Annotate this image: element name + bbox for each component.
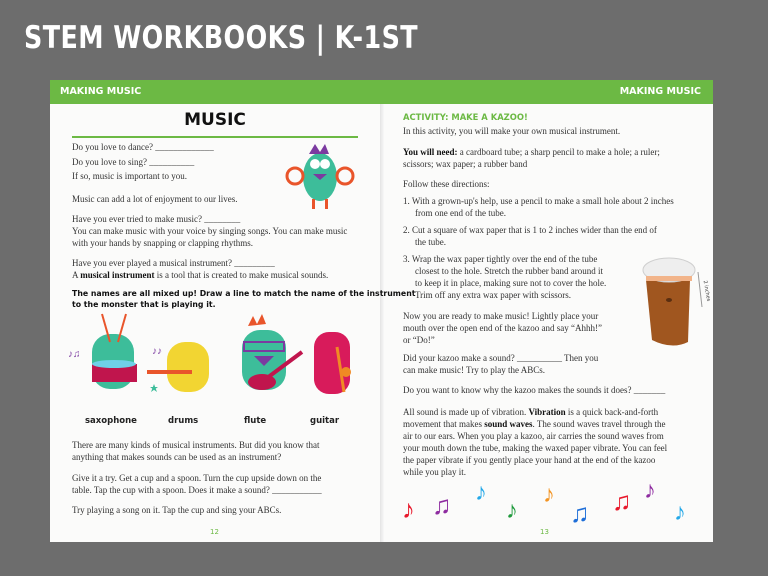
text: table. Tap the cup with a spoon. Does it make a sound? ___________ <box>72 485 322 495</box>
label-drums: drums <box>168 416 199 426</box>
page-title: STEM WORKBOOKS | K-1ST <box>24 20 419 56</box>
svg-text:♪: ♪ <box>475 480 487 506</box>
svg-text:♫: ♫ <box>612 487 632 516</box>
step: Trim off any extra wax paper with scissors. <box>415 290 571 300</box>
text: anything that makes sounds can be used as an instrument? <box>72 452 282 462</box>
instruction: The names are all mixed up! Draw a line to match the name of the instrument <box>72 289 416 298</box>
monsters-illustration <box>62 312 352 407</box>
text: with your hands by snapping or clapping rhythms. <box>72 238 253 248</box>
step: 3. Wrap the wax paper tightly over the end of the tube <box>403 254 598 264</box>
text: air to our ears. When you play a kazoo, air carries the sound waves from <box>403 431 664 441</box>
step: from one end of the tube. <box>415 208 506 218</box>
text: scissors; wax paper; a rubber band <box>403 159 528 169</box>
page-number: 13 <box>540 528 549 536</box>
step: closest to the hole. Stretch the rubber band around it <box>415 266 603 276</box>
step: the tube. <box>415 237 446 247</box>
text: In this activity, you will make your own musical instrument. <box>403 126 621 136</box>
text: Now you are ready to make music! Lightly place your <box>403 311 599 321</box>
text: mouth over the open end of the kazoo and say “Ahhh!” <box>403 323 602 333</box>
text: You can make music with your voice by singing songs. You can make music <box>72 226 348 236</box>
text: You will need: a cardboard tube; a sharp pencil to make a hole; a ruler; <box>403 147 660 157</box>
monster-tambourine-illustration <box>285 142 355 214</box>
text: A musical instrument is a tool that is created to make musical sounds. <box>72 270 329 280</box>
svg-text:♪♪: ♪♪ <box>152 346 162 357</box>
text: can make music! Try to play the ABCs. <box>403 365 545 375</box>
music-notes-decoration <box>400 476 700 526</box>
text: Have you ever tried to make music? ________ <box>72 214 241 224</box>
text: or “Do!” <box>403 335 435 345</box>
text: Have you ever played a musical instrument? _________ <box>72 258 275 268</box>
text: Follow these directions: <box>403 179 490 189</box>
instruction: to the monster that is playing it. <box>72 300 216 309</box>
svg-text:♪♫: ♪♫ <box>68 349 81 360</box>
kazoo-measure-label: 2 inches <box>701 280 712 302</box>
label-flute: flute <box>244 416 267 426</box>
gutter <box>380 104 384 542</box>
text: your mouth down the tube, making the waxed paper vibrate. You can feel <box>403 443 668 453</box>
text: If so, music is important to you. <box>72 171 187 181</box>
page-header-band <box>50 80 713 104</box>
svg-text:♪: ♪ <box>674 500 686 526</box>
text: Do you love to sing? __________ <box>72 157 195 167</box>
text: Do you want to know why the kazoo makes the sounds it does? _______ <box>403 385 666 395</box>
step: to keep it in place, making sure not to cover the hole. <box>415 278 607 288</box>
svg-text:♫: ♫ <box>432 491 452 520</box>
right-band-label: MAKING MUSIC <box>619 86 701 97</box>
svg-text:♪: ♪ <box>506 498 518 524</box>
text: Music can add a lot of enjoyment to our lives. <box>72 194 238 204</box>
kazoo-illustration <box>638 252 708 352</box>
step: 1. With a grown-up's help, use a pencil to make a small hole about 2 inches <box>403 196 674 206</box>
activity-heading: ACTIVITY: MAKE A KAZOO! <box>403 112 528 122</box>
svg-text:♪: ♪ <box>644 478 656 504</box>
text: There are many kinds of musical instruments. But did you know that <box>72 440 320 450</box>
workbook-spread <box>50 80 713 542</box>
divider <box>72 136 358 138</box>
text: the paper vibrate if you gently place your hand at the end of the kazoo <box>403 455 656 465</box>
text: Give it a try. Get a cup and a spoon. Turn the cup upside down on the <box>72 473 322 483</box>
music-heading: MUSIC <box>184 110 246 130</box>
text: while you play it. <box>403 467 466 477</box>
text: movement that makes sound waves. The sound waves travel through the <box>403 419 666 429</box>
page-number: 12 <box>210 528 219 536</box>
label-guitar: guitar <box>310 416 340 426</box>
left-band-label: MAKING MUSIC <box>60 86 142 97</box>
text: All sound is made up of vibration. Vibration is a quick back-and-forth <box>403 407 659 417</box>
svg-text:♪: ♪ <box>402 495 415 524</box>
text: Try playing a song on it. Tap the cup and sing your ABCs. <box>72 505 282 515</box>
step: 2. Cut a square of wax paper that is 1 to 2 inches wider than the end of <box>403 225 657 235</box>
svg-text:♪: ♪ <box>543 482 555 508</box>
label-saxophone: saxophone <box>85 416 137 426</box>
text: Did your kazoo make a sound? __________ Then you <box>403 353 599 363</box>
text: Do you love to dance? _____________ <box>72 142 214 152</box>
svg-text:♫: ♫ <box>570 499 590 526</box>
